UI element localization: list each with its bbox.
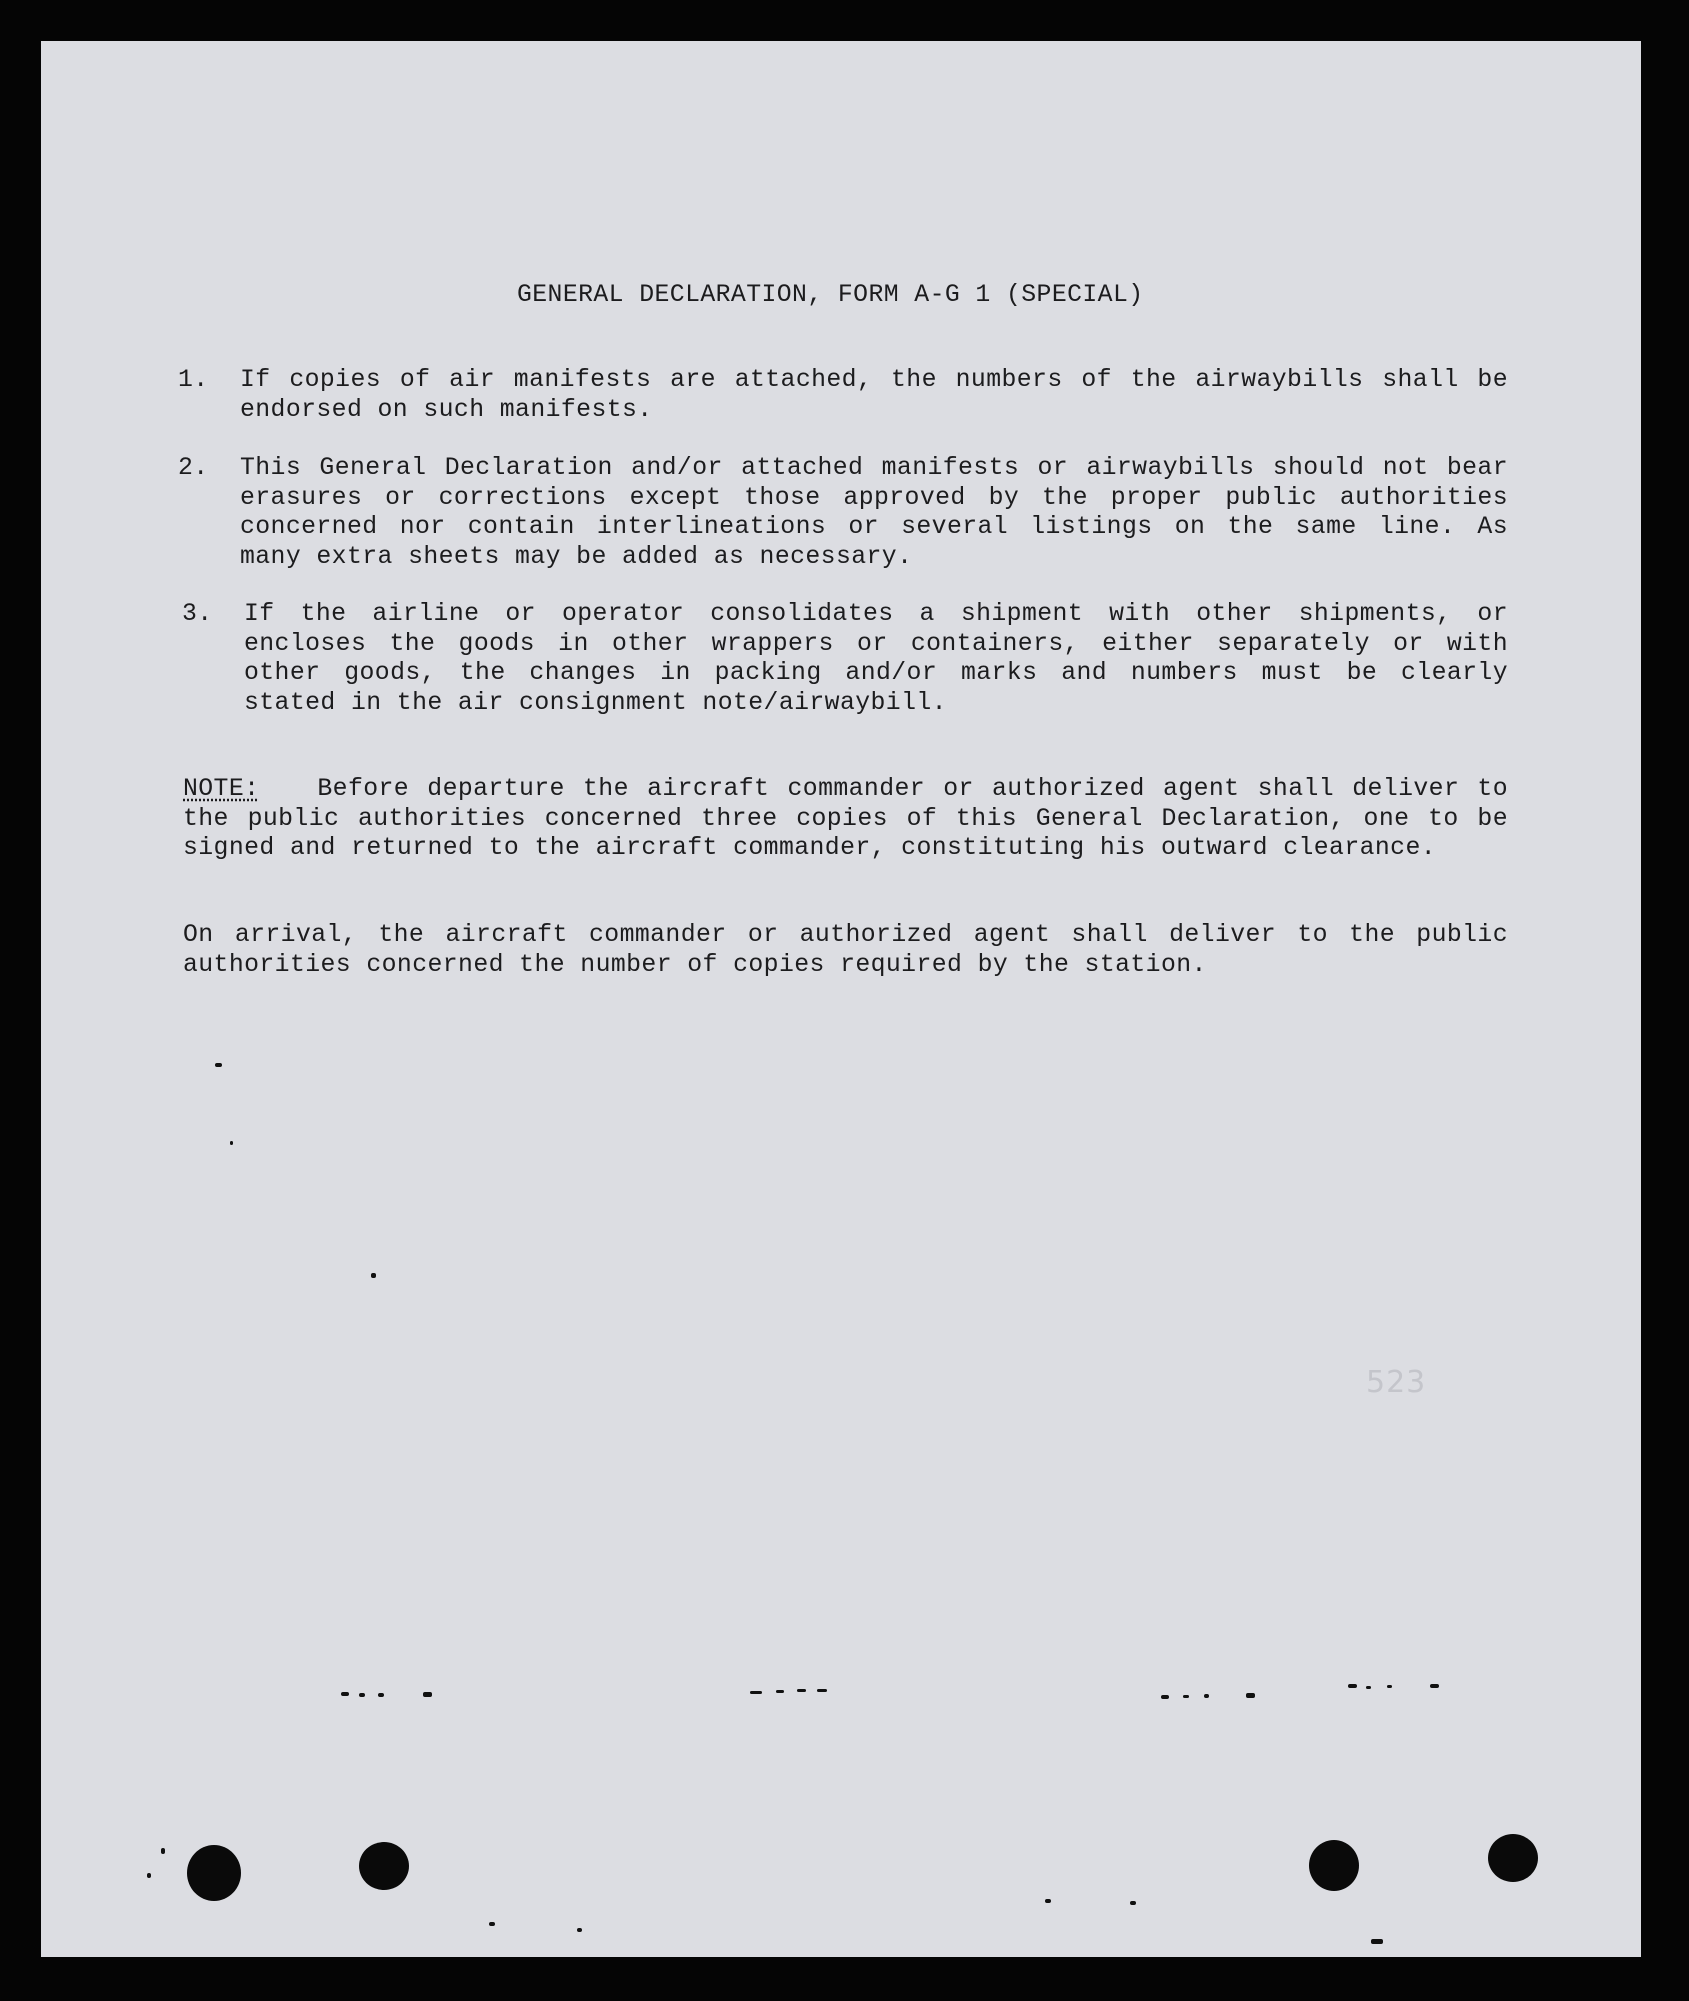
scan-speck [1348, 1684, 1357, 1688]
scan-speck [1204, 1694, 1209, 1698]
item-text: This General Declaration and/or attached manifests or airwaybills should not bear erasures or corrections except those approved by the proper public authorities concerned nor contain interlineations or several listings on the same line. As many extra sheets may be added as necessary. [240, 454, 1508, 571]
scan-speck [1430, 1684, 1439, 1688]
scan-speck [1387, 1685, 1392, 1688]
note-label: NOTE: [183, 775, 260, 803]
scan-speck [359, 1693, 365, 1697]
scan-speck [817, 1689, 827, 1692]
punch-hole [1488, 1834, 1538, 1882]
scan-speck [230, 1141, 233, 1145]
scan-speck [147, 1873, 151, 1878]
note-paragraph [183, 775, 1508, 864]
item-number: 1. [178, 366, 209, 394]
scan-speck [423, 1692, 432, 1697]
scan-speck [1183, 1695, 1189, 1698]
punch-hole [359, 1842, 409, 1890]
scan-speck [1371, 1939, 1383, 1944]
scan-speck [1366, 1686, 1371, 1689]
scan-speck [1130, 1901, 1136, 1905]
scan-speck [371, 1273, 376, 1278]
scan-speck [341, 1692, 349, 1696]
scan-speck [776, 1690, 784, 1693]
arrival-paragraph: On arrival, the aircraft commander or authorized agent shall deliver to the public authorities concerned the number of copies required by the station. [183, 921, 1508, 979]
item-number: 2. [178, 454, 209, 482]
punch-hole [187, 1845, 241, 1901]
faint-stamp-number: 523 [1366, 1365, 1427, 1400]
scan-speck [1246, 1693, 1255, 1698]
scan-speck [378, 1693, 384, 1697]
item-text: If copies of air manifests are attached, the numbers of the airwaybills shall be endorsed on such manifests. [240, 366, 1508, 424]
document-sheet [41, 41, 1641, 1957]
item-number: 3. [182, 600, 213, 628]
scan-speck [161, 1848, 165, 1854]
scan-speck [1045, 1899, 1051, 1903]
scan-speck [489, 1922, 495, 1926]
note-text: Before departure the aircraft commander or authorized agent shall deliver to the public authorities concerned three copies of this General Declaration, one to be signed and returned to the aircraft commander, constituting his outward clearance. [183, 775, 1508, 862]
scan-speck [577, 1928, 582, 1932]
scan-speck [215, 1063, 222, 1067]
punch-hole [1309, 1840, 1359, 1891]
scan-speck [797, 1689, 806, 1692]
document-title: GENERAL DECLARATION, FORM A-G 1 (SPECIAL) [517, 281, 1144, 309]
scan-speck [1161, 1695, 1169, 1699]
scan-speck [750, 1691, 762, 1694]
item-text: If the airline or operator consolidates a shipment with other shipments, or encloses the goods in other wrappers or containers, either separately or with other goods, the changes in packing and/or marks and numbers must be clearly stated in the air consignment note/airwaybill. [244, 600, 1508, 717]
